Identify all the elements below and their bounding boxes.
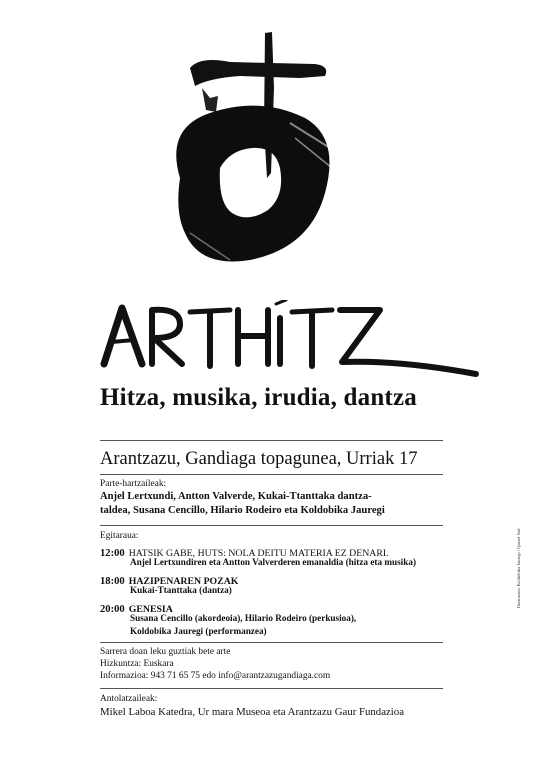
contact-info: Informazioa: 943 71 65 75 edo info@arantzazugandiaga.com bbox=[100, 671, 331, 681]
divider bbox=[100, 525, 443, 526]
organizers-label: Antolatzaileak: bbox=[100, 694, 158, 704]
divider bbox=[100, 440, 443, 441]
illustration-credit: Ilustrazioa: Koldobika Jauregi / Qassel Sad bbox=[516, 528, 521, 608]
brush-logo-icon bbox=[140, 28, 340, 278]
program-time: 18:00 bbox=[100, 576, 125, 587]
program-label: Egitaraua: bbox=[100, 531, 139, 541]
venue-line: Arantzazu, Gandiaga topagunea, Urriak 17 bbox=[100, 449, 418, 469]
divider bbox=[100, 474, 443, 475]
program-detail: Anjel Lertxundiren eta Antton Valverderen emanaldia (hitza eta musika) bbox=[130, 557, 416, 567]
participants-line: Anjel Lertxundi, Antton Valverde, Kukai-Ttanttaka dantza- bbox=[100, 491, 372, 502]
program-title: HAZIPENAREN POZAK bbox=[128, 576, 239, 587]
participants-line: taldea, Susana Cencillo, Hilario Rodeiro eta Koldobika Jauregi bbox=[100, 505, 385, 516]
divider bbox=[100, 688, 443, 689]
program-detail: Susana Cencillo (akordeoia), Hilario Rodeiro (perkusioa), bbox=[130, 613, 357, 623]
program-title: HATSIK GABE, HUTS: NOLA DEITU MATERIA EZ DENARI. bbox=[128, 548, 389, 559]
subtitle: Hitza, musika, irudia, dantza bbox=[100, 384, 417, 411]
divider bbox=[100, 642, 443, 643]
program-time: 20:00 bbox=[100, 604, 125, 615]
program-title: GENESIA bbox=[128, 604, 173, 615]
title-artwork bbox=[100, 300, 480, 392]
organizers-text: Mikel Laboa Katedra, Ur mara Museoa eta Arantzazu Gaur Fundazioa bbox=[100, 706, 404, 718]
program-detail: Kukai-Ttanttaka (dantza) bbox=[130, 585, 232, 595]
program-detail: Koldobika Jauregi (performanzea) bbox=[130, 626, 267, 636]
language-info: Hizkuntza: Euskara bbox=[100, 659, 174, 669]
entry-info: Sarrera doan leku guztiak bete arte bbox=[100, 647, 231, 657]
program-time: 12:00 bbox=[100, 548, 125, 559]
participants-label: Parte-hartzaileak: bbox=[100, 479, 167, 489]
